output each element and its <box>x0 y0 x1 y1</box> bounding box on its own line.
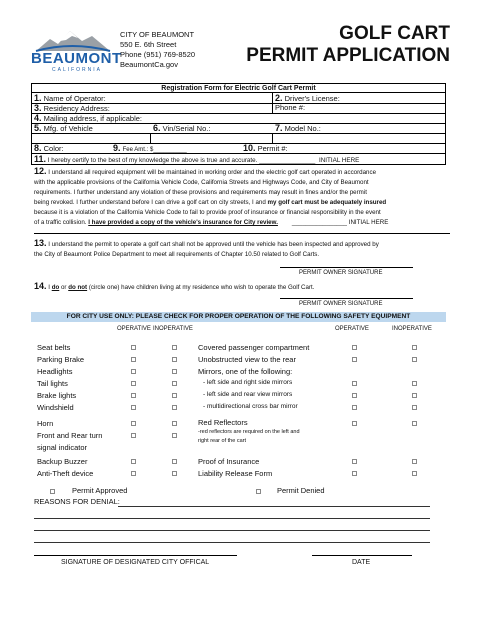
denied-checkbox[interactable] <box>256 489 261 494</box>
operative-checkbox[interactable] <box>131 433 136 438</box>
item-brake-lights: Brake lights <box>37 391 77 400</box>
operative-checkbox[interactable] <box>131 369 136 374</box>
field-number: 2. <box>275 93 283 103</box>
operative-checkbox[interactable] <box>131 459 136 464</box>
reasons-label: REASONS FOR DENIAL: <box>34 497 120 506</box>
certify-statement: I hereby certify to the best of my knowledge the above is true and accurate. <box>47 157 258 164</box>
field-number: 7. <box>275 123 283 133</box>
s14-text-a: I <box>48 284 52 291</box>
operative-checkbox[interactable] <box>131 393 136 398</box>
field-number: 14. <box>34 281 47 291</box>
inoperative-checkbox[interactable] <box>172 369 177 374</box>
operative-checkbox[interactable] <box>131 381 136 386</box>
item-liability-release: Liability Release Form <box>198 469 273 478</box>
operative-header: OPERATIVE <box>117 326 151 332</box>
field-number: 13. <box>34 238 47 248</box>
field-number: 11. <box>34 154 47 164</box>
inoperative-checkbox[interactable] <box>172 405 177 410</box>
reasons-line[interactable] <box>118 506 430 507</box>
owner-signature-label: PERMIT OWNER SIGNATURE <box>299 301 383 307</box>
operative-checkbox[interactable] <box>352 471 357 476</box>
approved-checkbox[interactable] <box>50 489 55 494</box>
date-line[interactable] <box>312 555 412 556</box>
insurance-copy-statement: I have provided a copy of the vehicle's insurance for City review. <box>88 219 278 226</box>
operative-checkbox[interactable] <box>352 405 357 410</box>
do-option[interactable]: do <box>51 284 60 291</box>
vin-label: Vin/Serial No.: <box>162 124 211 133</box>
item-red-reflectors: Red Reflectors <box>198 418 248 427</box>
inoperative-checkbox[interactable] <box>412 405 417 410</box>
operative-checkbox[interactable] <box>131 405 136 410</box>
s12-line-5: because it is a violation of the California Vehicle Code to fail to provide proof of insurance or financial responsibility in the event <box>34 209 381 216</box>
permit-denied-label: Permit Denied <box>277 486 325 495</box>
operative-checkbox[interactable] <box>352 459 357 464</box>
item-seat-belts: Seat belts <box>37 343 71 352</box>
permit-number-label: Permit #: <box>257 144 288 153</box>
s12-line-4: being revoked. I further understand before I can drive a golf cart on city streets, I and <box>34 199 268 206</box>
owner-signature-label: PERMIT OWNER SIGNATURE <box>299 270 383 276</box>
operative-checkbox[interactable] <box>131 345 136 350</box>
initial-blank: ________________ <box>291 219 347 226</box>
fee-amount-label: Fee Amt.: $__________ <box>122 147 187 153</box>
insured-requirement: my golf cart must be adequately insured <box>267 199 387 206</box>
logo-subtext: CALIFORNIA <box>52 67 103 73</box>
inoperative-checkbox[interactable] <box>172 345 177 350</box>
field-number: 6. <box>153 123 161 133</box>
inoperative-checkbox[interactable] <box>412 357 417 362</box>
logo-wordmark: BEAUMONT <box>31 50 122 67</box>
reasons-line[interactable] <box>34 518 430 519</box>
vehicle-mfg-label: Mfg. of Vehicle <box>43 124 93 133</box>
s12-line-1: I understand all required equipment will be maintained in working order and the electric golf cart operated in accordance <box>48 169 377 176</box>
s14-text-or: or <box>59 284 69 291</box>
inoperative-checkbox[interactable] <box>172 381 177 386</box>
item-covered-compartment: Covered passenger compartment <box>198 343 310 352</box>
s14-text-rest: (circle one) have children living at my residence who wish to operate the Golf Cart. <box>87 284 315 291</box>
field-number: 10. <box>243 143 256 153</box>
item-mirrors: Mirrors, one of the following: <box>198 367 293 376</box>
operative-checkbox[interactable] <box>352 381 357 386</box>
reasons-line[interactable] <box>34 542 430 543</box>
permit-approved-label: Permit Approved <box>72 486 128 495</box>
mailing-address-label: Mailing address, if applicable: <box>43 114 142 123</box>
item-tail-lights: Tail lights <box>37 379 68 388</box>
reasons-line[interactable] <box>34 530 430 531</box>
operative-checkbox[interactable] <box>352 393 357 398</box>
initial-here-label: INITIAL HERE <box>318 157 360 164</box>
operative-checkbox[interactable] <box>352 345 357 350</box>
initial-here-label: INITIAL HERE <box>348 219 389 226</box>
item-turn-signal: Front and Rear turn <box>37 431 103 440</box>
inoperative-checkbox[interactable] <box>412 345 417 350</box>
city-signature-line[interactable] <box>34 555 237 556</box>
residency-address-label: Residency Address: <box>43 104 110 113</box>
city-name: CITY OF BEAUMONT <box>120 30 195 39</box>
s13-line-2: the City of Beaumont Police Department to meet all requirements of Chapter 10.50 related to Golf Carts. <box>34 251 320 258</box>
field-number: 5. <box>34 123 42 133</box>
city-phone: Phone (951) 769-8520 <box>120 50 196 59</box>
date-label: DATE <box>352 559 371 566</box>
operative-checkbox[interactable] <box>352 357 357 362</box>
initial-blank: ________________ <box>259 157 316 164</box>
field-number: 1. <box>34 93 42 103</box>
s12-line-2: with the applicable provisions of the California Vehicle Code, California Streets and Highways Code, and City of Beaumont <box>34 179 369 186</box>
operative-checkbox[interactable] <box>352 421 357 426</box>
item-backup-buzzer: Backup Buzzer <box>37 457 88 466</box>
city-address: 550 E. 6th Street <box>120 40 177 49</box>
item-headlights: Headlights <box>37 367 73 376</box>
title-line-2: PERMIT APPLICATION <box>246 45 450 66</box>
field-number: 9. <box>113 143 121 153</box>
item-anti-theft: Anti-Theft device <box>37 469 94 478</box>
item-turn-signal-2: signal indicator <box>37 443 88 452</box>
operative-header: OPERATIVE <box>335 326 369 332</box>
operative-checkbox[interactable] <box>131 471 136 476</box>
item-windshield: Windshield <box>37 403 74 412</box>
reflector-note-1: -red reflectors are required on the left and <box>198 429 300 435</box>
inoperative-checkbox[interactable] <box>412 421 417 426</box>
item-mirror-left-rear: - left side and rear view mirrors <box>203 391 293 398</box>
city-signature-label: SIGNATURE OF DESIGNATED CITY OFFICAL <box>61 559 210 566</box>
item-parking-brake: Parking Brake <box>37 355 85 364</box>
field-number: 3. <box>34 103 42 113</box>
inoperative-header: INOPERATIVE <box>392 326 432 332</box>
title-line-1: GOLF CART <box>339 23 450 44</box>
city-use-header: FOR CITY USE ONLY: PLEASE CHECK FOR PROPER OPERATION OF THE FOLLOWING SAFETY EQUIPMENT <box>31 312 446 322</box>
inoperative-checkbox[interactable] <box>172 393 177 398</box>
color-label: Color: <box>43 144 64 153</box>
field-number: 8. <box>34 143 42 153</box>
operator-name-label: Name of Operator: <box>43 94 106 103</box>
s13-line-1: I understand the permit to operate a golf cart shall not be approved until the vehicle has been inspected and approved by <box>48 241 379 248</box>
operative-checkbox[interactable] <box>131 357 136 362</box>
item-unobstructed-view: Unobstructed view to the rear <box>198 355 296 364</box>
item-mirror-crossbar: - multidirectional cross bar mirror <box>203 403 298 410</box>
inoperative-checkbox[interactable] <box>412 393 417 398</box>
s12-line-3: requirements. I further understand any violation of these provisions and requirements may result in fines and/or the permit <box>34 189 367 196</box>
s12-line-6: of a traffic collision. <box>34 219 89 226</box>
item-mirror-left-right: - left side and right side mirrors <box>203 379 293 386</box>
drivers-license-label: Driver's License: <box>284 94 340 103</box>
inoperative-checkbox[interactable] <box>172 421 177 426</box>
item-proof-insurance: Proof of Insurance <box>198 457 260 466</box>
inoperative-header: INOPERATIVE <box>153 326 193 332</box>
operative-checkbox[interactable] <box>131 421 136 426</box>
inoperative-checkbox[interactable] <box>412 459 417 464</box>
do-not-option[interactable]: do not <box>68 284 88 291</box>
phone-label: Phone #: <box>275 103 306 112</box>
inoperative-checkbox[interactable] <box>172 459 177 464</box>
inoperative-checkbox[interactable] <box>412 381 417 386</box>
reflector-note-2: right rear of the cart <box>198 438 246 444</box>
inoperative-checkbox[interactable] <box>412 471 417 476</box>
inoperative-checkbox[interactable] <box>172 433 177 438</box>
form-header: Registration Form for Electric Golf Cart Permit <box>32 84 445 93</box>
field-number: 4. <box>34 113 42 123</box>
item-horn: Horn <box>37 419 54 428</box>
field-number: 12. <box>34 166 47 176</box>
model-label: Model No.: <box>284 124 321 133</box>
inoperative-checkbox[interactable] <box>172 471 177 476</box>
city-website: BeaumontCa.gov <box>120 60 178 69</box>
inoperative-checkbox[interactable] <box>172 357 177 362</box>
